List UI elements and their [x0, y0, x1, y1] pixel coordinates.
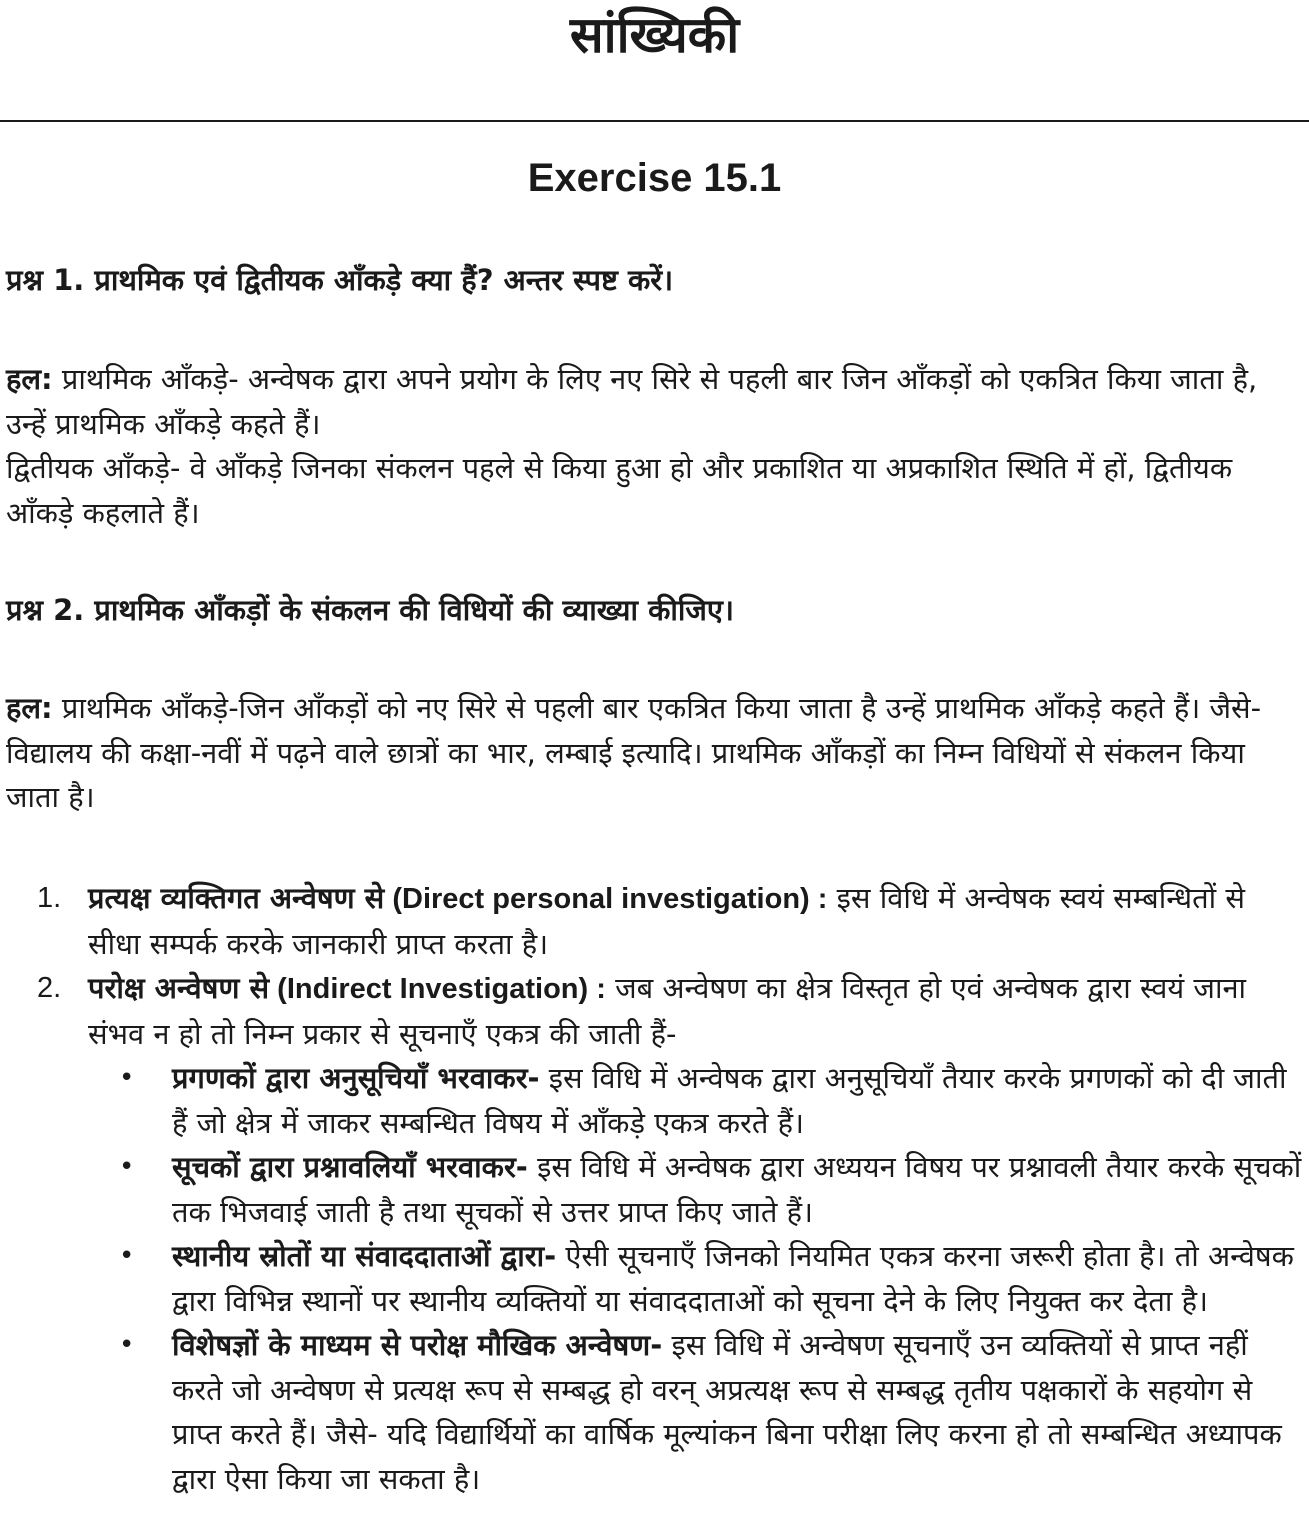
method-title-english: (Direct personal investigation) : [384, 883, 828, 915]
method-number: 2. [37, 972, 62, 1004]
bullet-icon: • [119, 1063, 135, 1093]
methods-list [0, 876, 1309, 1501]
method-number: 1. [37, 882, 62, 914]
exercise-title: Exercise 15.1 [527, 156, 782, 200]
answer-1-para-1 [6, 357, 1306, 446]
method-description: जब अन्वेषण का क्षेत्र विस्तृत हो एवं अन्वेषक द्वारा स्वयं जाना संभव न हो तो निम्न प्रकार से सूचनाएँ एकत्र की जाती हैं- [88, 971, 1247, 1051]
answer-2 [6, 686, 1306, 820]
sub-method-title: विशेषज्ञों के माध्यम से परोक्ष मौखिक अन्वेषण- [172, 1328, 663, 1362]
answer-2-label: हल: [6, 691, 53, 725]
sub-method-title: सूचकों द्वारा प्रश्नावलियाँ भरवाकर- [172, 1150, 528, 1184]
method-description: इस विधि में अन्वेषक स्वयं सम्बन्धितों से सीधा सम्पर्क करके जानकारी प्राप्त करता है। [88, 881, 1245, 961]
answer-1-label: हल: [6, 362, 53, 396]
method-title-hindi: प्रत्यक्ष व्यक्तिगत अन्वेषण से [88, 881, 385, 915]
title-divider [0, 120, 1309, 122]
chapter-title: सांख्यिकी [569, 6, 740, 64]
answer-1-text-1: प्राथमिक आँकड़े- अन्वेषक द्वारा अपने प्रयोग के लिए नए सिरे से पहली बार जिन आँकड़ों को एकत्रित किया जाता है, उन्हें प्राथमिक आँकड़े कहते हैं। [6, 362, 1258, 441]
answer-1 [6, 357, 1306, 535]
sub-method-description: इस विधि में अन्वेषण सूचनाएँ उन व्यक्तियों से प्राप्त नहीं करते जो अन्वेषण से प्रत्यक्ष रूप से सम्बद्ध हो वरन् अप्रत्यक्ष रूप से सम्बद्ध तृतीय पक्षकारों के सहयोग से प्राप्त करते हैं। जैसे- यदि विद्यार्थियों का वार्षिक मूल्यांकन बिना परीक्षा लिए करना हो तो सम्बन्धित अध्यापक द्वारा ऐसा किया जा सकता है। [172, 1328, 1282, 1496]
sub-method-description: इस विधि में अन्वेषक द्वारा अनुसूचियाँ तैयार करके प्रगणकों को दी जाती हैं जो क्षेत्र में जाकर सम्बन्धित विषय में आँकड़े एकत्र करते हैं। [172, 1061, 1287, 1140]
method-title-hindi: परोक्ष अन्वेषण से [88, 971, 270, 1005]
sub-method-description: ऐसी सूचनाएँ जिनको नियमित एकत्र करना जरूरी होता है। तो अन्वेषक द्वारा विभिन्न स्थानों पर स्थानीय व्यक्तियों या संवाददाताओं को सूचना देने के लिए नियुक्त कर देता है। [172, 1239, 1294, 1318]
sub-method-item-1 [0, 1056, 1309, 1145]
method-item-2 [0, 966, 1309, 1056]
question-1: प्रश्न 1. प्राथमिक एवं द्वितीयक आँकड़े क्या हैं? अन्तर स्पष्ट करें। [6, 263, 674, 297]
sub-method-item-4 [0, 1323, 1309, 1501]
bullet-icon: • [119, 1152, 135, 1182]
sub-method-item-2 [0, 1145, 1309, 1234]
question-2: प्रश्न 2. प्राथमिक आँकड़ों के संकलन की विधियों की व्याख्या कीजिए। [6, 593, 734, 627]
sub-method-title: प्रगणकों द्वारा अनुसूचियाँ भरवाकर- [172, 1061, 540, 1095]
sub-method-title: स्थानीय स्रोतों या संवाददाताओं द्वारा- [172, 1239, 557, 1273]
answer-2-text-1: प्राथमिक आँकड़े-जिन आँकड़ों को नए सिरे से पहली बार एकत्रित किया जाता है उन्हें प्राथमिक आँकड़े कहते हैं। जैसे- विद्यालय की कक्षा-नवीं में पढ़ने वाले छात्रों का भार, लम्बाई इत्यादि। प्राथमिक आँकड़ों का निम्न विधियों से संकलन किया जाता है। [6, 691, 1262, 814]
answer-2-para-1 [6, 686, 1306, 820]
answer-1-para-2: द्वितीयक आँकड़े- वे आँकड़े जिनका संकलन पहले से किया हुआ हो और प्रकाशित या अप्रकाशित स्थिति में हों, द्वितीयक आँकड़े कहलाते हैं। [6, 451, 1233, 530]
sub-method-description: इस विधि में अन्वेषक द्वारा अध्ययन विषय पर प्रश्नावली तैयार करके सूचकों तक भिजवाई जाती है तथा सूचकों से उत्तर प्राप्त किए जाते हैं। [172, 1150, 1302, 1229]
bullet-icon: • [119, 1330, 135, 1360]
sub-method-item-3 [0, 1234, 1309, 1323]
bullet-icon: • [119, 1241, 135, 1271]
method-item-1 [0, 876, 1309, 966]
method-title-english: (Indirect Investigation) : [269, 973, 606, 1005]
